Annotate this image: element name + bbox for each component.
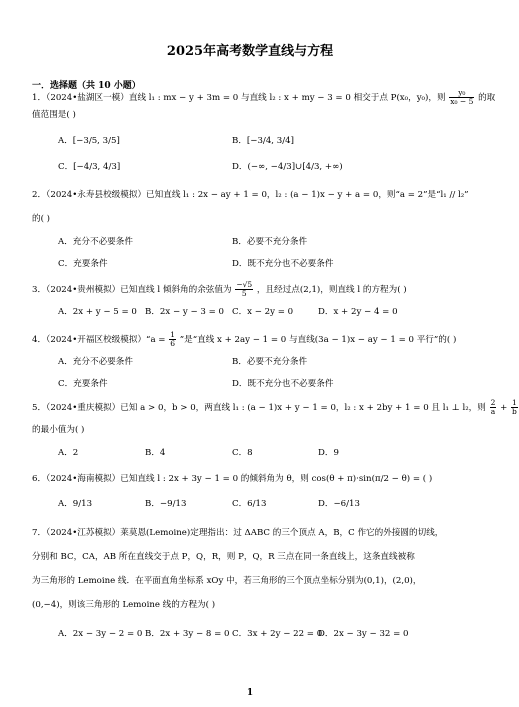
question-7-line2: 分别和 BC，CA，AB 所在直线交于点 P，Q，R，则 P，Q，R 三点在同一条直线上，这条直线被称 — [32, 552, 415, 562]
question-6-option-c: C．6/13 — [232, 499, 267, 509]
question-1-option-a: A．[−3/5, 3/5] — [58, 136, 120, 146]
question-5-fraction-1: $\frac{2}{a}$ — [490, 398, 496, 416]
question-1 — [32, 88, 496, 106]
question-2-option-d: D．既不充分也不必要条件 — [232, 259, 334, 269]
question-7-line3: 为三角形的 Lemoine 线．在平面直角坐标系 xOy 中，若三角形的三个顶点坐标分别为(0,1)，(2,0)， — [32, 576, 422, 586]
question-2-line2: 的( ) — [32, 214, 51, 224]
question-5-option-c: C．8 — [232, 448, 253, 458]
question-1-line2: 值范围是( ) — [32, 110, 76, 120]
question-3-option-d: D．x + 2y − 4 = 0 — [318, 307, 398, 317]
question-3 — [32, 281, 472, 298]
question-5-option-a: A．2 — [58, 448, 79, 458]
question-2-option-c: C．充要条件 — [58, 259, 108, 269]
question-4 — [32, 331, 472, 348]
question-1-fraction: $\frac{\text{y₀}}{\text{x₀ − 5}}$ — [450, 88, 474, 106]
question-4-fraction: $\frac{1}{6}$ — [170, 330, 176, 348]
question-5-line2: 的最小值为( ) — [32, 425, 85, 435]
question-6-line1: 6．（2024•海南模拟）已知直线 l : 2x + 3y − 1 = 0 的倾斜角为 θ，则 cos(θ + π)·sin(π/2 − θ) = ( ) — [32, 474, 433, 484]
question-7-option-a: A．2x − 3y − 2 = 0 — [58, 629, 143, 639]
page-title: 2025年高考数学直线与方程 — [166, 44, 334, 59]
question-1-option-c: C．[−4/3, 4/3] — [58, 162, 121, 172]
question-1-option-b: B．[−3/4, 3/4] — [232, 136, 294, 146]
question-1-text-a: 1．（2024•盐湖区一模）直线 — [32, 93, 147, 103]
question-1-text-b: l₁ : mx − y + 3m = 0 与直线 l₂ : x + my − 3 = 0 相交于点 P(x₀，y₀)，则 — [148, 93, 446, 103]
question-2-option-b: B．必要不充分条件 — [232, 237, 308, 247]
question-3-text-a: 3．（2024•贵州模拟）已知直线 l 倾斜角的余弦值为 — [32, 285, 232, 295]
question-4-option-b: B．必要不充分条件 — [232, 357, 308, 367]
question-4-text-b: ”是“直线 x + 2ay − 1 = 0 与直线(3a − 1)x − ay − 1 = 0 平行”的( ) — [179, 335, 457, 345]
question-7-line1: 7．（2024•江苏模拟）莱莫恩(Lemoine)定理指出：过 ΔABC 的三个顶点 A，B，C 作它的外接圆的切线， — [32, 528, 444, 538]
question-1-text-c: 的取 — [478, 93, 496, 103]
question-5-option-d: D．9 — [318, 448, 339, 458]
question-3-fraction: $\frac{-√5}{5}$ — [236, 280, 253, 298]
question-5-plus: + — [500, 403, 508, 413]
question-5-fraction-2: $\frac{1}{b}$ — [512, 398, 517, 416]
question-5 — [32, 398, 517, 416]
question-4-option-d: D．既不充分也不必要条件 — [232, 379, 334, 389]
question-6-option-a: A．9/13 — [58, 499, 93, 509]
question-3-option-a: A．2x + y − 5 = 0 — [58, 307, 137, 317]
question-5-option-b: B．4 — [145, 448, 166, 458]
question-3-option-b: B．2x − y − 3 = 0 — [145, 307, 225, 317]
question-2-option-a: A．充分不必要条件 — [58, 237, 133, 247]
question-4-text-a: 4．（2024•开福区校级模拟）“a = — [32, 335, 166, 345]
page-number: 1 — [246, 688, 254, 698]
section-heading: 一．选择题（共 10 小题） — [32, 81, 141, 91]
question-7-option-c: C．3x + 2y − 22 = 0 — [232, 629, 323, 639]
question-6-option-d: D．−6/13 — [318, 499, 360, 509]
question-4-option-c: C．充要条件 — [58, 379, 108, 389]
question-6-option-b: B．−9/13 — [145, 499, 187, 509]
question-7-option-d: D．2x − 3y − 32 = 0 — [318, 629, 409, 639]
question-3-option-c: C．x − 2y = 0 — [232, 307, 294, 317]
question-4-option-a: A．充分不必要条件 — [58, 357, 133, 367]
question-5-text-a: 5．（2024•重庆模拟）已知 a > 0，b > 0，两直线 l₁ : (a − 1)x + y − 1 = 0，l₂ : x + 2by + 1 = 0 且 l₁ ⊥ l₂，则 — [32, 403, 486, 413]
question-7-line4: (0,−4)，则该三角形的 Lemoine 线的方程为( ) — [32, 600, 216, 610]
question-1-option-d: D．(−∞, −4/3]∪[4/3, +∞) — [232, 162, 343, 172]
question-7-option-b: B．2x + 3y − 8 = 0 — [145, 629, 230, 639]
question-2-line1: 2．（2024•永寿县校级模拟）已知直线 l₁ : 2x − ay + 1 = 0，l₂ : (a − 1)x − y + a = 0，则“a = 2”是“l₁ // l₂” — [32, 190, 469, 200]
question-3-text-b: ，且经过点(2,1)，则直线 l 的方程为( ) — [256, 285, 407, 295]
